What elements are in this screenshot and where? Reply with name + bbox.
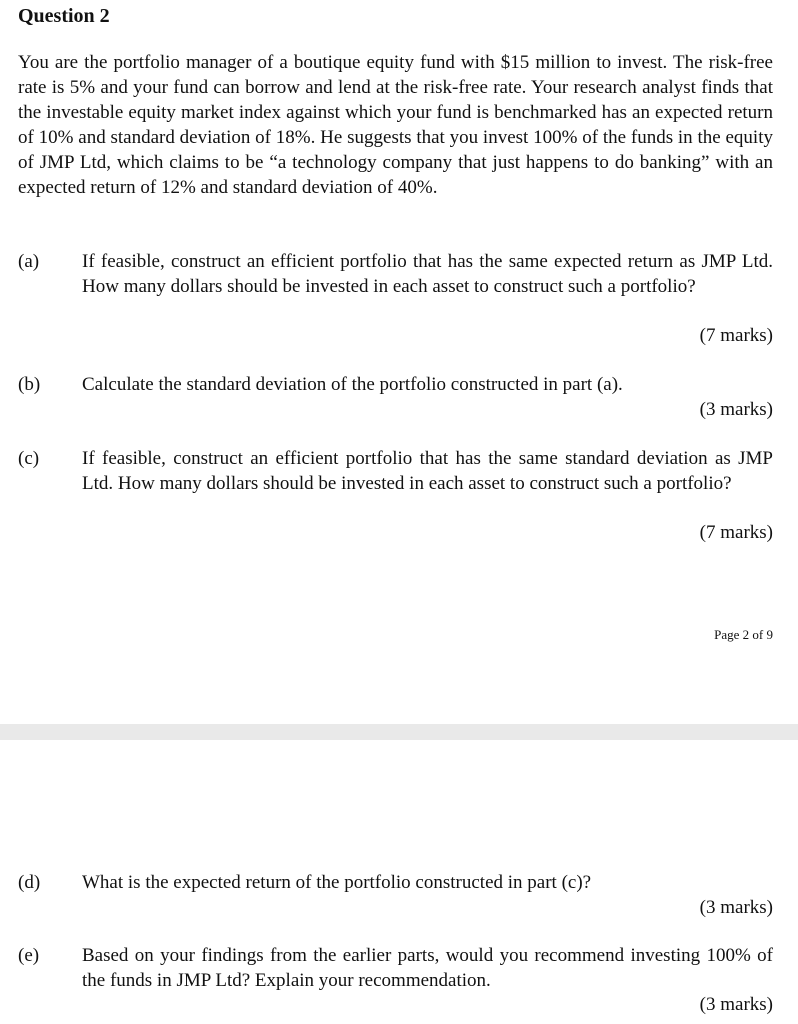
part-e-text: Based on your findings from the earlier parts, would you recommend investing 100% of the funds in JMP Ltd? Explain your recommendation. [82,945,773,991]
part-e-label: (e) [18,945,40,966]
part-a-label: (a) [18,251,40,272]
page-3 [0,740,798,1024]
part-c-marks: (7 marks) [699,522,773,543]
part-d-marks: (3 marks) [699,897,773,918]
part-c-label: (c) [18,448,40,469]
part-b-marks: (3 marks) [699,399,773,420]
part-a-text: If feasible, construct an efficient portfolio that has the same expected return as JMP Ltd. How many dollars should be invested in each asset to construct such a portfolio? [82,251,773,297]
part-d-label: (d) [18,872,41,893]
page-separator [0,724,798,740]
part-b-label: (b) [18,374,41,395]
question-intro: You are the portfolio manager of a boutique equity fund with $15 million to invest. The risk-free rate is 5% and your fund can borrow and lend at the risk-free rate. Your research analyst finds that the investable equity market index against which your fund is benchmarked has an expected return of 10% and standard deviation of 18%. He suggests that you invest 100% of the funds in the equity of JMP Ltd, which claims to be “a technology company that just happens to do banking” with an expected return of 12% and standard deviation of 40%. [18,52,773,198]
part-d-text: What is the expected return of the portfolio constructed in part (c)? [82,872,592,893]
part-a-marks: (7 marks) [699,325,773,346]
part-b-text: Calculate the standard deviation of the portfolio constructed in part (a). [82,374,623,395]
part-c-text: If feasible, construct an efficient portfolio that has the same standard deviation as JMP Ltd. How many dollars should be invested in each asset to construct such a portfolio? [82,448,773,494]
page-number: Page 2 of 9 [714,627,773,642]
part-e-marks: (3 marks) [699,994,773,1015]
question-title: Question 2 [18,5,110,27]
